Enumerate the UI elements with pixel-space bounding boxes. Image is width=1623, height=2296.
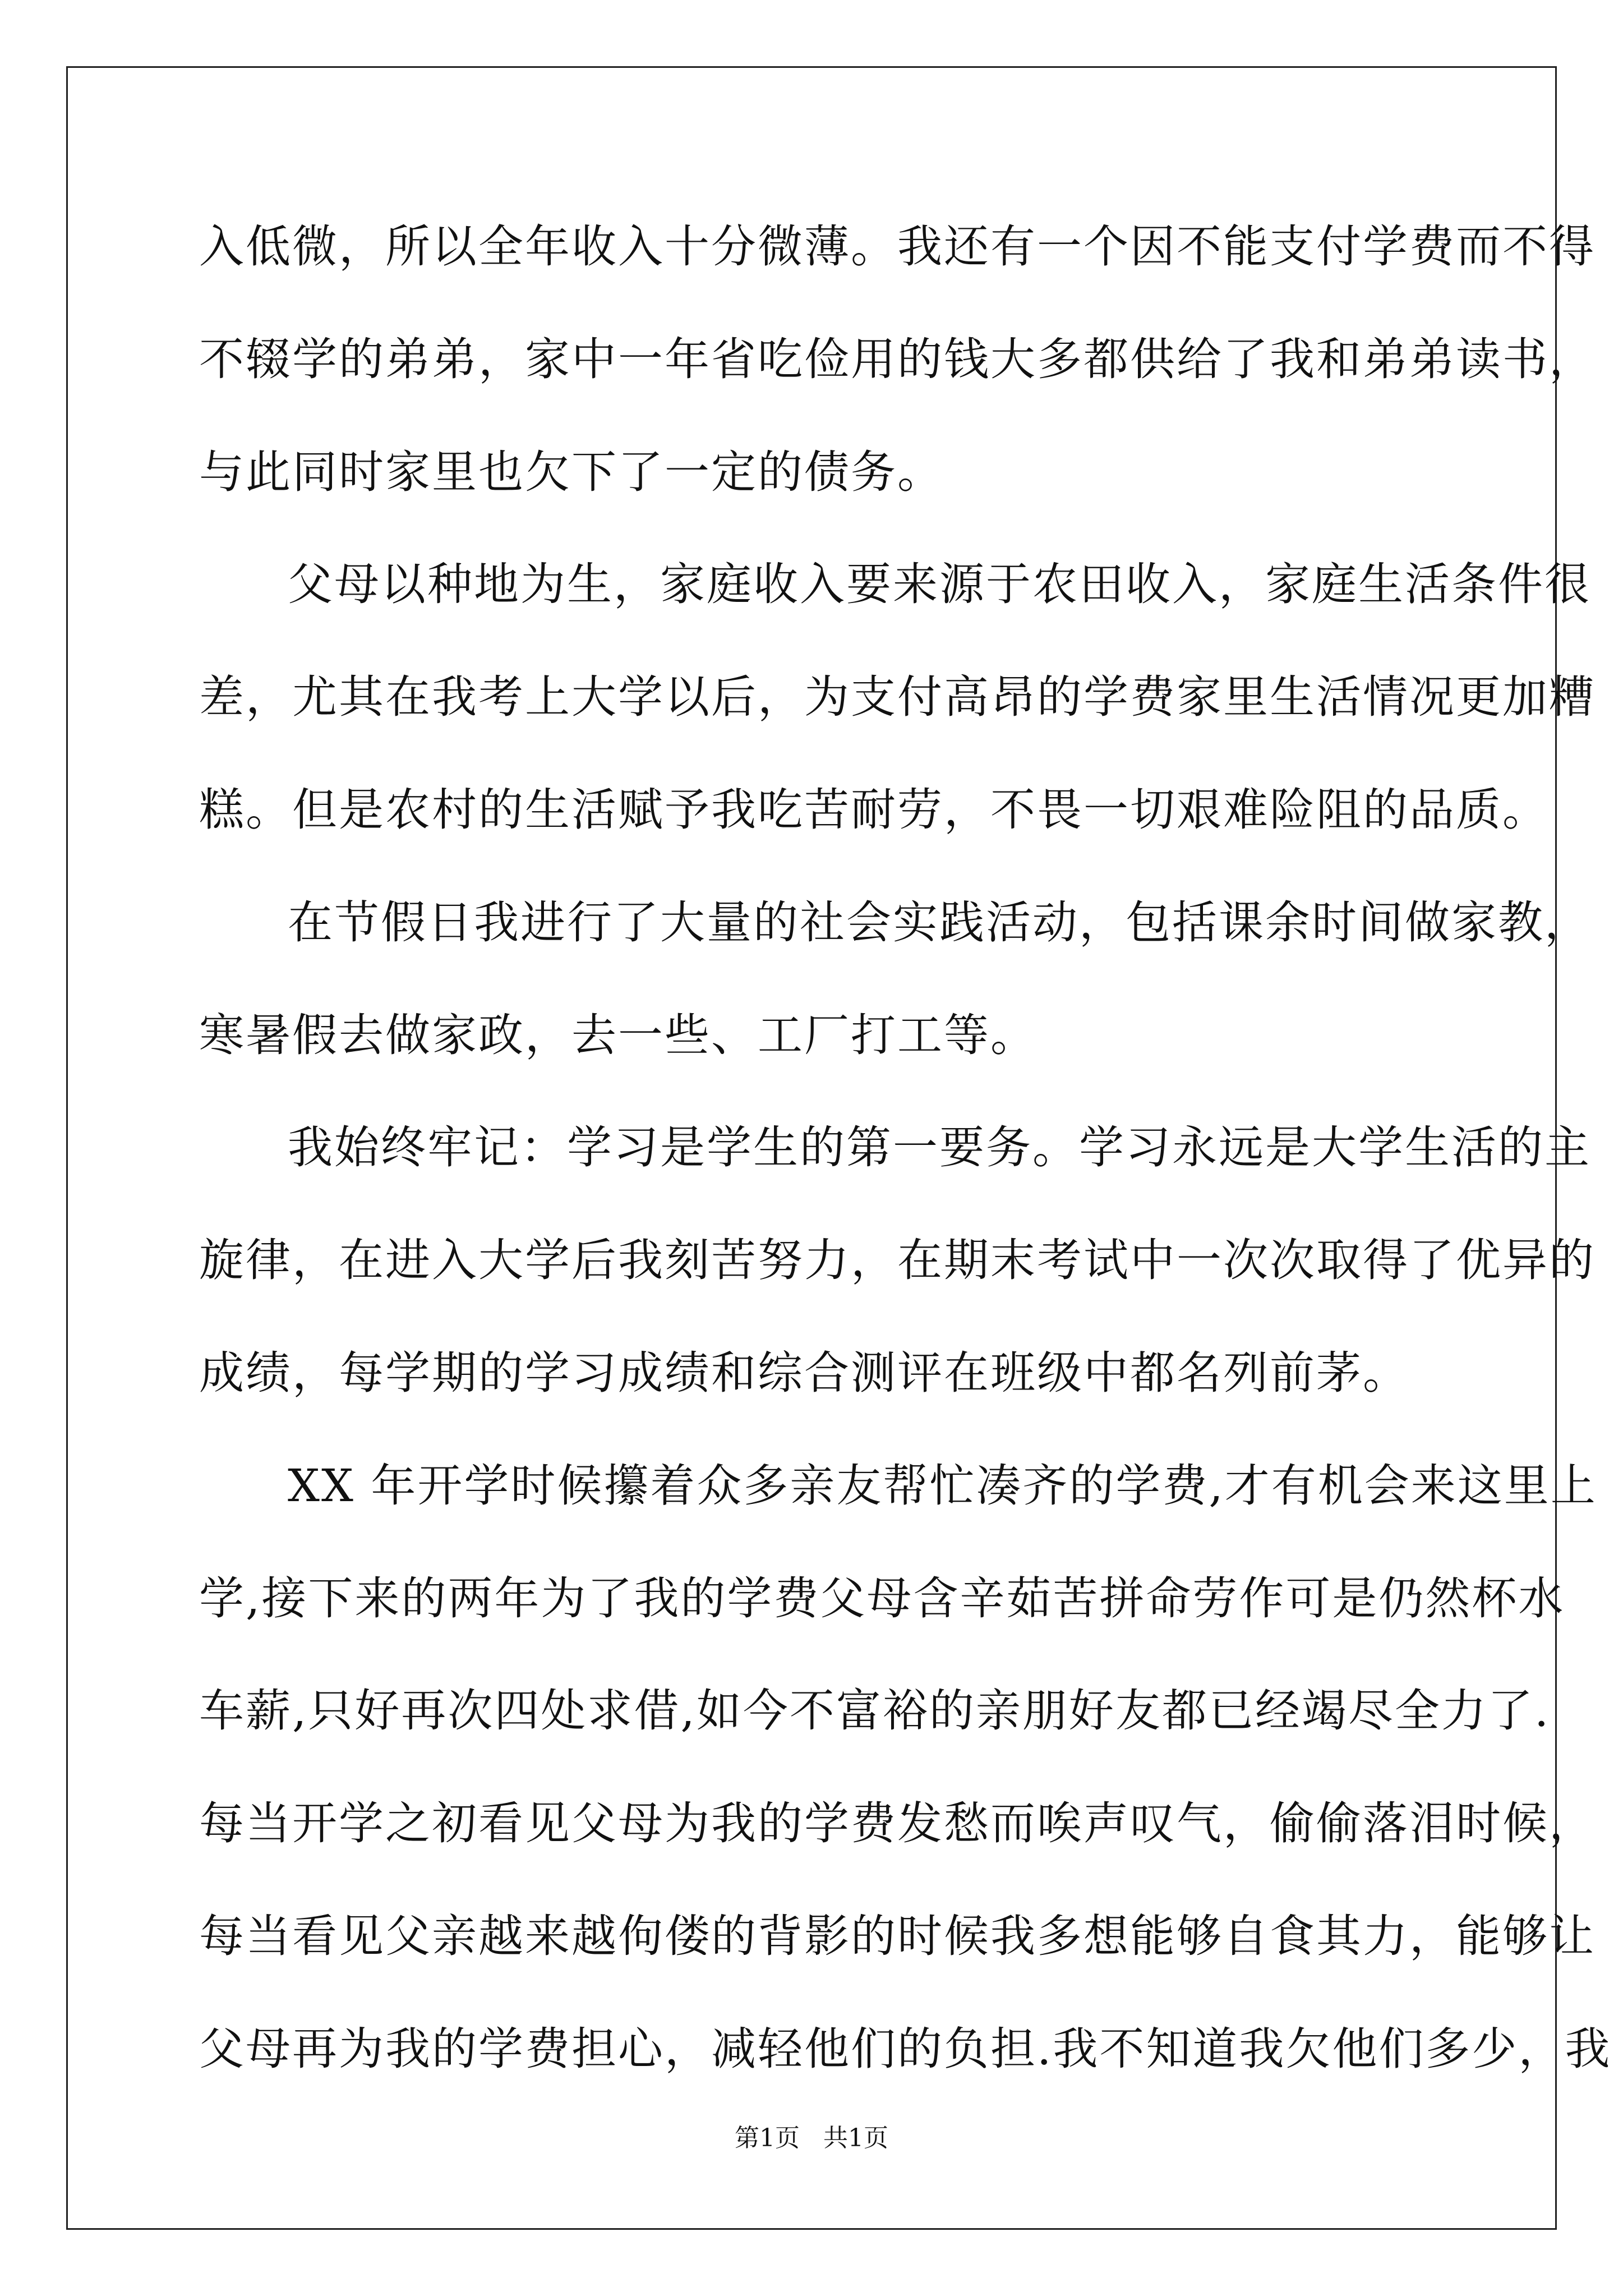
text-line: 糕。但是农村的生活赋予我吃苦耐劳，不畏一切艰难险阻的品质。: [199, 784, 1549, 836]
text-line: 旋律，在进入大学后我刻苦努力，在期末考试中一次次取得了优异的: [199, 1234, 1596, 1287]
text-line: 学,接下来的两年为了我的学费父母含辛茹苦拼命劳作可是仍然杯水: [199, 1572, 1565, 1625]
text-line: 不辍学的弟弟，家中一年省吃俭用的钱大多都供给了我和弟弟读书，: [199, 333, 1596, 385]
text-line: 每当开学之初看见父母为我的学费发愁而唉声叹气，偷偷落泪时候，: [199, 1797, 1596, 1850]
text-line: 父母再为我的学费担心，减轻他们的负担.我不知道我欠他们多少，我: [199, 2022, 1612, 2075]
text-line: 寒暑假去做家政，去一些、工厂打工等。: [199, 1009, 1037, 1061]
text-line: XX 年开学时候攥着众多亲友帮忙凑齐的学费,才有机会来这里上: [288, 1459, 1597, 1512]
text-line: 成绩，每学期的学习成绩和综合测评在班级中都名列前茅。: [199, 1347, 1409, 1399]
text-line: 差，尤其在我考上大学以后，为支付高昂的学费家里生活情况更加糟: [199, 671, 1596, 724]
text-line: 车薪,只好再次四处求借,如今不富裕的亲朋好友都已经竭尽全力了.: [199, 1685, 1551, 1737]
text-line: 每当看见父亲越来越佝偻的背影的时候我多想能够自食其力，能够让: [199, 1910, 1596, 1962]
text-line: 与此同时家里也欠下了一定的债务。: [199, 445, 944, 498]
text-line: 在节假日我进行了大量的社会实践活动，包括课余时间做家教，: [288, 896, 1591, 949]
text-line: 我始终牢记：学习是学生的第一要务。学习永远是大学生活的主: [288, 1121, 1591, 1174]
text-line: 父母以种地为生，家庭收入要来源于农田收入，家庭生活条件很: [288, 558, 1591, 611]
text-line: 入低微，所以全年收入十分微薄。我还有一个因不能支付学费而不得: [199, 220, 1596, 273]
page-footer: 第1页 共1页: [735, 2124, 888, 2152]
